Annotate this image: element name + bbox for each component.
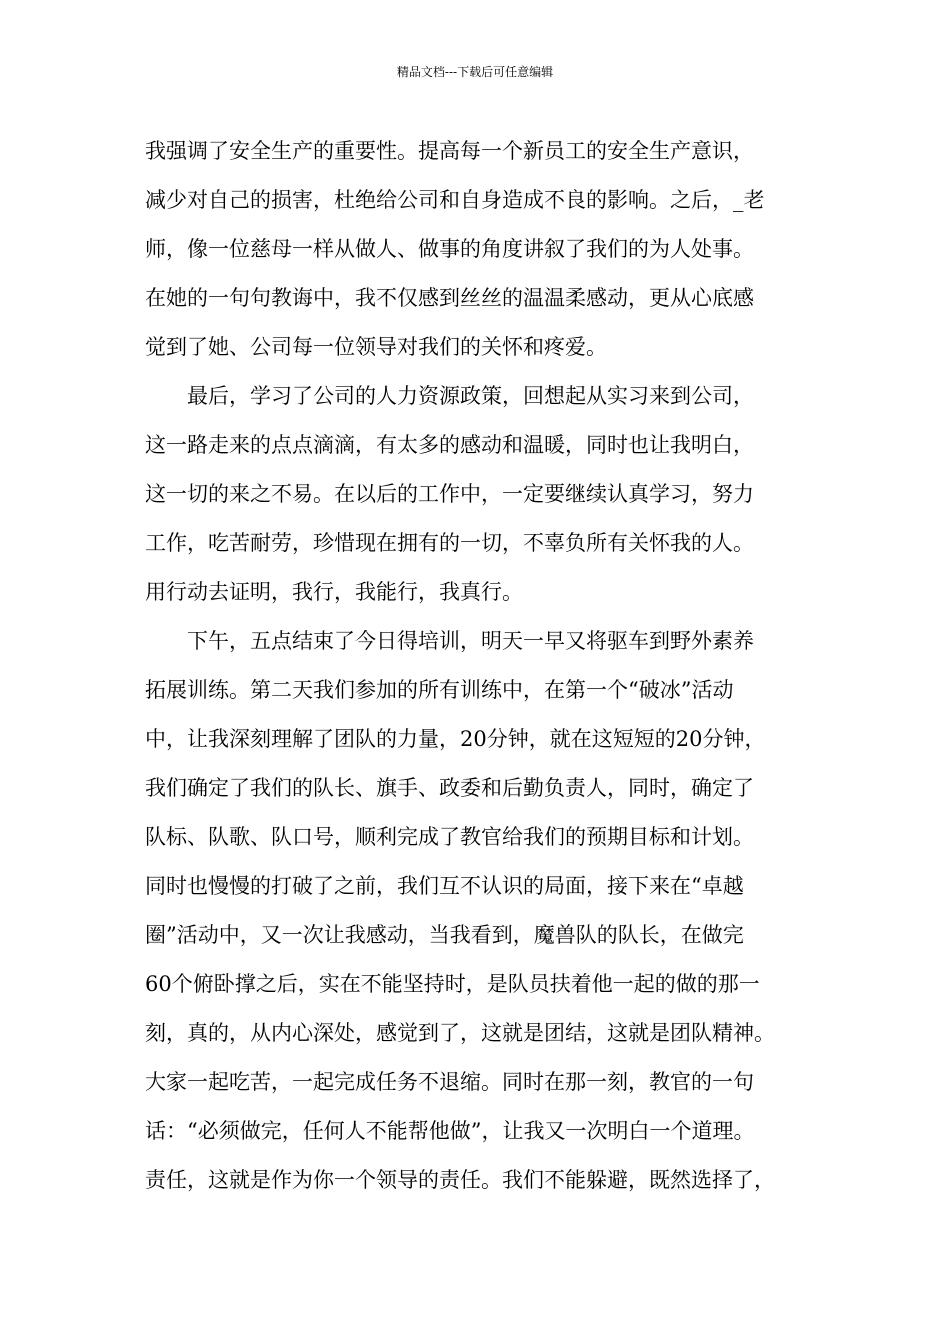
body-line: 我强调了安全生产的重要性。提高每一个新员工的安全生产意识， (145, 139, 754, 163)
body-line: 我们确定了我们的队长、旗手、政委和后勤负责人，同时，确定了 (145, 776, 754, 800)
body-line: 师，像一位慈母一样从做人、做事的角度讲叙了我们的为人处事。 (145, 237, 754, 261)
body-line: 减少对自己的损害，杜绝给公司和自身造成不良的影响。之后，_老 (145, 188, 765, 212)
body-line: 圈”活动中，又一次让我感动，当我看到，魔兽队的队长，在做完 (145, 923, 744, 947)
body-line: 下午，五点结束了今日得培训，明天一早又将驱车到野外素养 (145, 629, 754, 653)
body-line: 拓展训练。第二天我们参加的所有训练中，在第一个“破冰”活动 (145, 678, 734, 702)
body-line: 责任，这就是作为你一个领导的责任。我们不能躲避，既然选择了， (145, 1168, 775, 1192)
body-line: 觉到了她、公司每一位领导对我们的关怀和疼爱。 (145, 335, 607, 359)
page-header: 精品文档---下载后可任意编辑 (396, 65, 554, 79)
body-line: 在她的一句句教诲中，我不仅感到丝丝的温温柔感动，更从心底感 (145, 286, 754, 310)
body-line: 这一路走来的点点滴滴，有太多的感动和温暖，同时也让我明白， (145, 433, 754, 457)
body-line: 同时也慢慢的打破了之前，我们互不认识的局面，接下来在“卓越 (145, 874, 744, 898)
body-line: 中，让我深刻理解了团队的力量，20分钟，就在这短短的20分钟， (145, 727, 766, 751)
body-line: 最后，学习了公司的人力资源政策，回想起从实习来到公司， (145, 384, 754, 408)
body-line: 大家一起吃苦，一起完成任务不退缩。同时在那一刻，教官的一句 (145, 1070, 754, 1094)
body-line: 用行动去证明，我行，我能行，我真行。 (145, 580, 523, 604)
body-line: 工作，吃苦耐劳，珍惜现在拥有的一切，不辜负所有关怀我的人。 (145, 531, 754, 555)
body-line: 话：“必须做完，任何人不能帮他做”，让我又一次明白一个道理。 (145, 1119, 755, 1143)
body-line: 队标、队歌、队口号，顺利完成了教官给我们的预期目标和计划。 (145, 825, 754, 849)
body-line: 刻，真的，从内心深处，感觉到了，这就是团结，这就是团队精神。 (145, 1021, 775, 1045)
body-line: 这一切的来之不易。在以后的工作中，一定要继续认真学习，努力 (145, 482, 754, 506)
body-line: 60个俯卧撑之后，实在不能坚持时，是队员扶着他一起的做的那一 (145, 972, 760, 996)
